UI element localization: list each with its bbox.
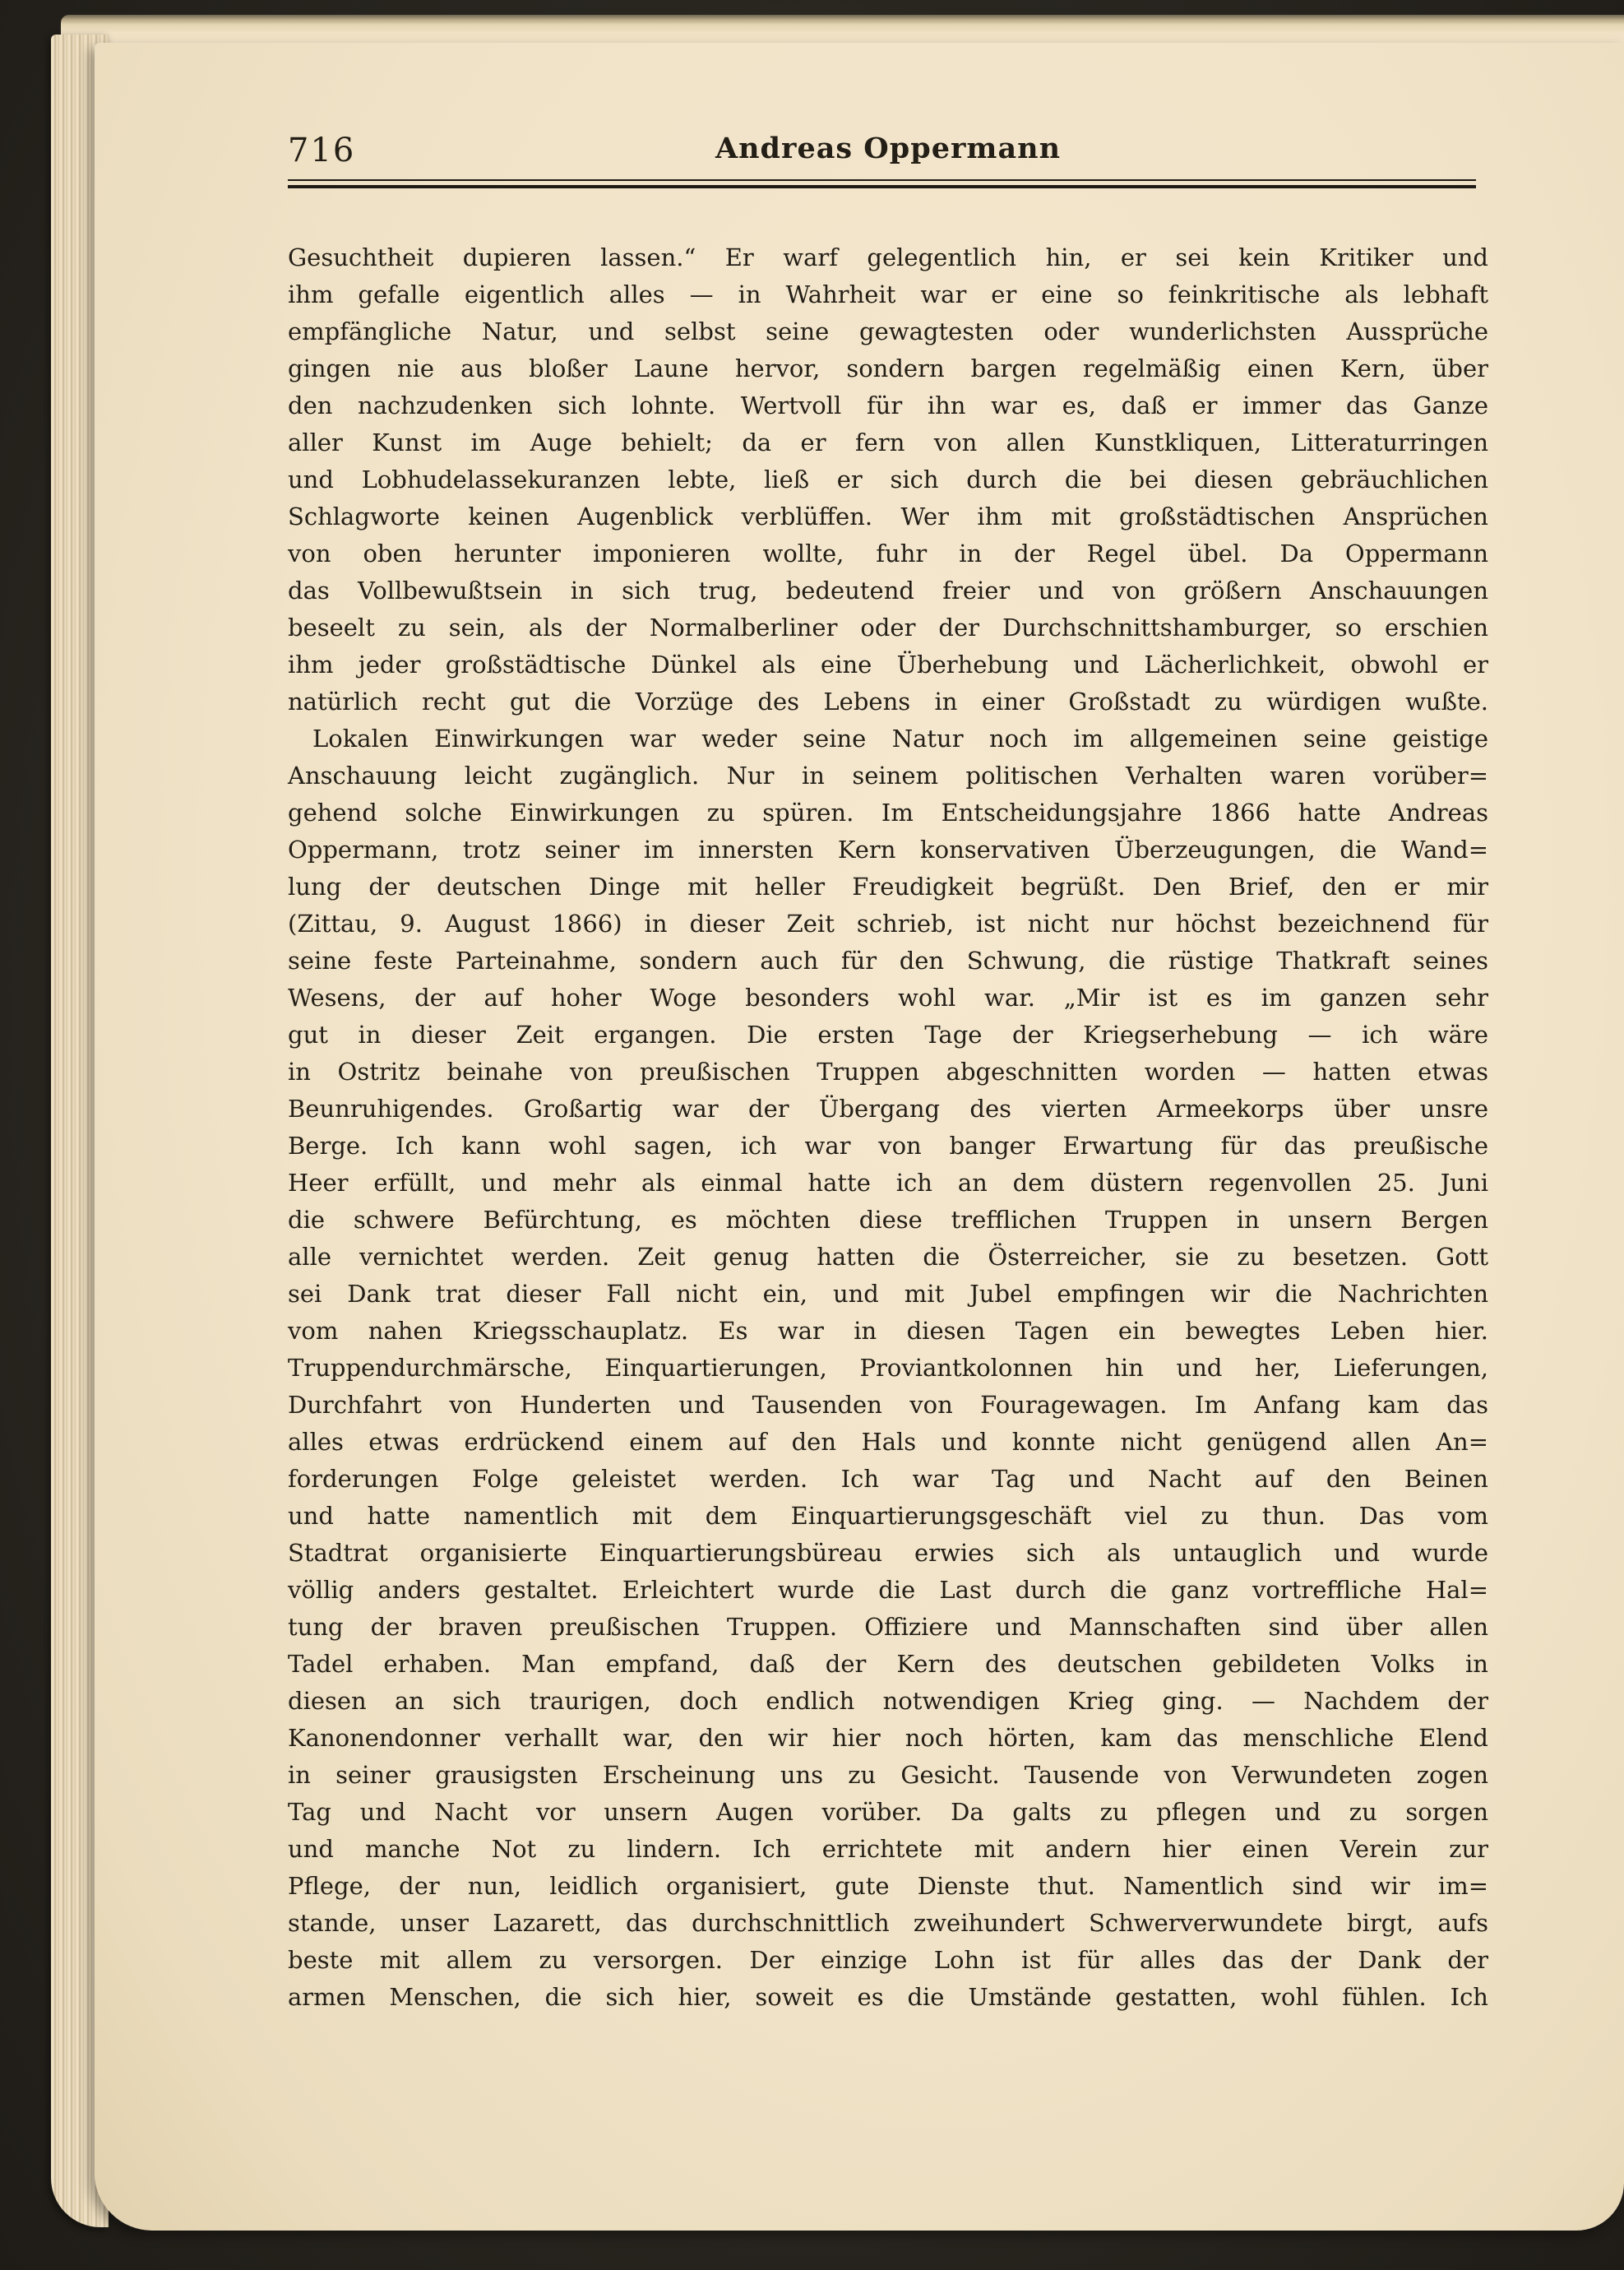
paragraph-2 xyxy=(288,720,1488,2016)
text-line: gut in dieser Zeit ergangen. Die ersten Tage der Kriegserhebung — ich wäre xyxy=(288,1021,1488,1049)
text-line: das Vollbewußtsein in sich trug, bedeutend freier und von größern Anschauungen xyxy=(288,577,1488,605)
text-line: und Lobhudelassekuranzen lebte, ließ er sich durch die bei diesen gebräuchlichen xyxy=(288,466,1488,493)
text-line: diesen an sich traurigen, doch endlich notwendigen Krieg ging. — Nachdem der xyxy=(288,1687,1488,1715)
text-line: in Ostritz beinahe von preußischen Truppen abgeschnitten worden — hatten etwas xyxy=(288,1058,1488,1086)
text-line: ihm gefalle eigentlich alles — in Wahrheit war er eine so feinkritische als lebhaft xyxy=(288,280,1488,308)
text-line: forderungen Folge geleistet werden. Ich war Tag und Nacht auf den Beinen xyxy=(288,1465,1488,1493)
text-line: Truppendurchmärsche, Einquartierungen, Proviantkolonnen hin und her, Lieferungen, xyxy=(288,1354,1488,1382)
text-line: Oppermann, trotz seiner im innersten Kern konservativen Überzeugungen, die Wand= xyxy=(288,836,1488,864)
text-line: ihm jeder großstädtische Dünkel als eine Überhebung und Lächerlichkeit, obwohl er xyxy=(288,651,1488,679)
text-line: sei Dank trat dieser Fall nicht ein, und mit Jubel empfingen wir die Nachrichten xyxy=(288,1280,1488,1308)
page-body xyxy=(288,239,1488,2016)
text-line: Pflege, der nun, leidlich organisiert, gute Dienste thut. Namentlich sind wir im= xyxy=(288,1872,1488,1900)
text-line: vom nahen Kriegsschauplatz. Es war in diesen Tagen ein bewegtes Leben hier. xyxy=(288,1317,1488,1345)
text-line: in seiner grausigsten Erscheinung uns zu Gesicht. Tausende von Verwundeten zogen xyxy=(288,1761,1488,1789)
running-header: Andreas Oppermann xyxy=(715,132,1062,165)
text-line: Durchfahrt von Hunderten und Tausenden von Fouragewagen. Im Anfang kam das xyxy=(288,1391,1488,1419)
text-line: beste mit allem zu versorgen. Der einzige Lohn ist für alles das der Dank der xyxy=(288,1946,1488,1974)
text-line: Stadtrat organisierte Einquartierungsbüreau erwies sich als untauglich und wurde xyxy=(288,1539,1488,1567)
text-line: Anschauung leicht zugänglich. Nur in seinem politischen Verhalten waren vorüber= xyxy=(288,762,1488,790)
text-line: und manche Not zu lindern. Ich errichtete mit andern hier einen Verein zur xyxy=(288,1835,1488,1863)
text-line: armen Menschen, die sich hier, soweit es die Umstände gestatten, wohl fühlen. Ich xyxy=(288,1983,1488,2011)
text-line: Tag und Nacht vor unsern Augen vorüber. Da galts zu pflegen und zu sorgen xyxy=(288,1798,1488,1826)
book-page xyxy=(95,43,1624,2231)
text-line: die schwere Befürchtung, es möchten diese trefflichen Truppen in unsern Bergen xyxy=(288,1206,1488,1234)
text-line: Kanonendonner verhallt war, den wir hier noch hörten, kam das menschliche Elend xyxy=(288,1724,1488,1752)
text-line: gehend solche Einwirkungen zu spüren. Im Entscheidungsjahre 1866 hatte Andreas xyxy=(288,799,1488,827)
text-line: Wesens, der auf hoher Woge besonders wohl war. „Mir ist es im ganzen sehr xyxy=(288,984,1488,1012)
header-rule xyxy=(288,179,1476,188)
text-line: beseelt zu sein, als der Normalberliner oder der Durchschnittshamburger, so erschien xyxy=(288,614,1488,642)
text-line: Berge. Ich kann wohl sagen, ich war von banger Erwartung für das preußische xyxy=(288,1132,1488,1160)
page-number: 716 xyxy=(288,132,356,169)
page-header-row xyxy=(288,132,1488,174)
text-line: Tadel erhaben. Man empfand, daß der Kern des deutschen gebildeten Volks in xyxy=(288,1650,1488,1678)
text-line: lung der deutschen Dinge mit heller Freudigkeit begrüßt. Den Brief, den er mir xyxy=(288,873,1488,901)
text-line: und hatte namentlich mit dem Einquartierungsgeschäft viel zu thun. Das vom xyxy=(288,1502,1488,1530)
text-line: alle vernichtet werden. Zeit genug hatten die Österreicher, sie zu besetzen. Gott xyxy=(288,1243,1488,1271)
text-line: völlig anders gestaltet. Erleichtert wurde die Last durch die ganz vortreffliche Hal= xyxy=(288,1576,1488,1604)
text-line: Lokalen Einwirkungen war weder seine Natur noch im allgemeinen seine geistige xyxy=(312,725,1488,753)
text-line: alles etwas erdrückend einem auf den Hals und konnte nicht genügend allen An= xyxy=(288,1428,1488,1456)
text-line: (Zittau, 9. August 1866) in dieser Zeit schrieb, ist nicht nur höchst bezeichnend für xyxy=(288,910,1488,938)
text-line: Gesuchtheit dupieren lassen.“ Er warf gelegentlich hin, er sei kein Kritiker und xyxy=(288,243,1488,271)
text-line: Heer erfüllt, und mehr als einmal hatte ich an dem düstern regenvollen 25. Juni xyxy=(288,1169,1488,1197)
text-line: Schlagworte keinen Augenblick verblüffen. Wer ihm mit großstädtischen Ansprüchen xyxy=(288,503,1488,530)
text-line: den nachzudenken sich lohnte. Wertvoll für ihn war es, daß er immer das Ganze xyxy=(288,391,1488,419)
text-line: seine feste Parteinahme, sondern auch für den Schwung, die rüstige Thatkraft seines xyxy=(288,947,1488,975)
text-line: gingen nie aus bloßer Laune hervor, sondern bargen regelmäßig einen Kern, über xyxy=(288,354,1488,382)
text-line: aller Kunst im Auge behielt; da er fern von allen Kunstkliquen, Litteraturringen xyxy=(288,429,1488,456)
paragraph-1 xyxy=(288,239,1488,720)
text-line: stande, unser Lazarett, das durchschnittlich zweihundert Schwerverwundete birgt, aufs xyxy=(288,1909,1488,1937)
text-line: empfängliche Natur, und selbst seine gewagtesten oder wunderlichsten Aussprüche xyxy=(288,317,1488,345)
text-line: von oben herunter imponieren wollte, fuhr in der Regel übel. Da Oppermann xyxy=(288,540,1488,568)
text-line: tung der braven preußischen Truppen. Offiziere und Mannschaften sind über allen xyxy=(288,1613,1488,1641)
text-line: natürlich recht gut die Vorzüge des Lebens in einer Großstadt zu würdigen wußte. xyxy=(288,688,1488,716)
text-line: Beunruhigendes. Großartig war der Übergang des vierten Armeekorps über unsre xyxy=(288,1095,1488,1123)
